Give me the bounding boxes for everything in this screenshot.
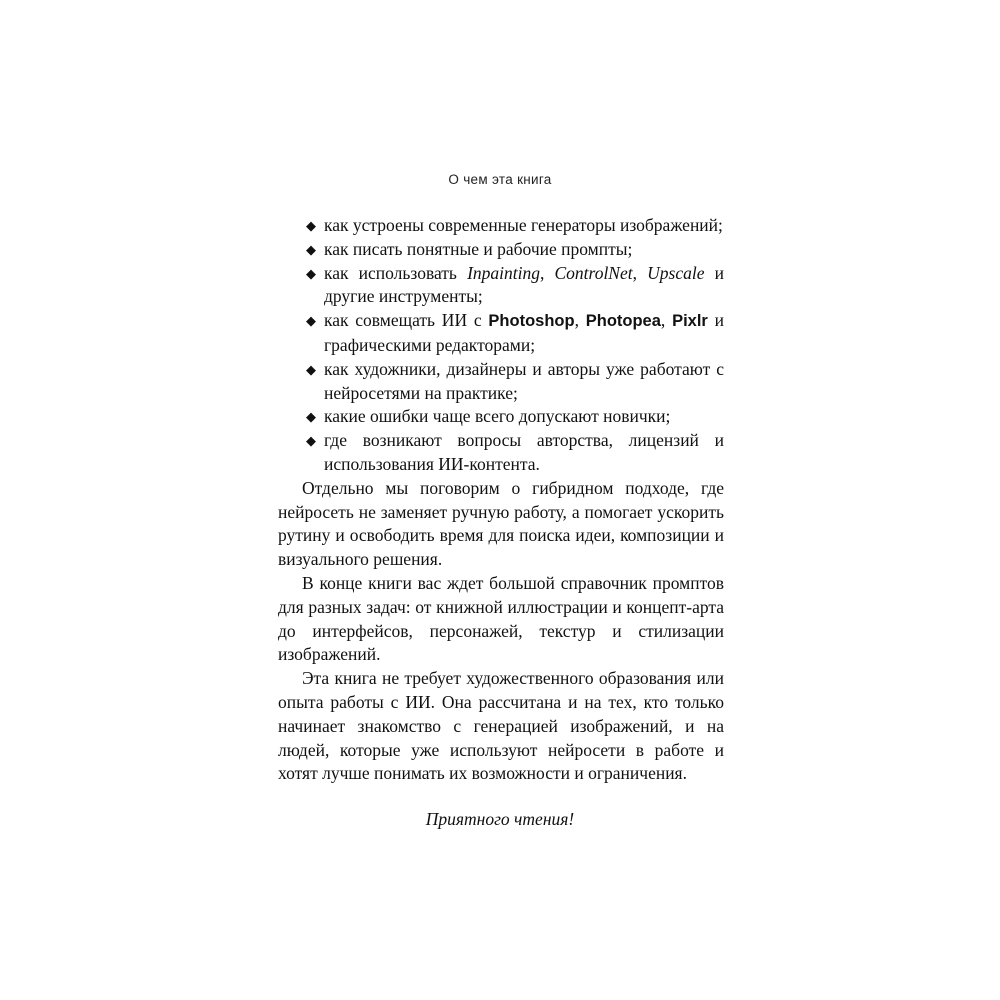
term-photopea: Photopea — [585, 312, 661, 331]
list-item: ◆ как художники, дизайнеры и авторы уже работают с нейросетями на практике; — [306, 358, 724, 403]
list-item: ◆ как устроены современные генераторы изображений; — [278, 214, 724, 238]
term-photoshop: Photoshop — [488, 312, 575, 331]
paragraph-prompt-reference: В конце книги вас ждет большой справочник промптов для разных задач: от книжной иллюстрации и концепт-арта до интерфейсов, персонажей, текстур и стилизации изображений. — [278, 572, 724, 665]
running-header: О чем эта книга — [448, 172, 552, 187]
list-item: ◆ как совмещать ИИ с Photoshop, Photopea, Pixlr и графическими редакторами; — [306, 310, 724, 355]
diamond-bullet-icon: ◆ — [306, 409, 316, 425]
diamond-bullet-icon: ◆ — [306, 361, 316, 377]
term-controlnet: ControlNet — [554, 262, 633, 283]
paragraph-audience: Эта книга не требует художественного образования или опыта работы с ИИ. Она рассчитана и на тех, кто только начинает знакомство с генерацией изображений, и на людей, которые уже используют нейросети в работе и хотят лучше понимать их возможности и ограничения. — [278, 668, 724, 784]
diamond-bullet-icon: ◆ — [306, 218, 316, 233]
list-item: ◆ как писать понятные и рабочие промпты; — [278, 238, 724, 262]
closing-line: Приятного чтения! — [425, 809, 575, 829]
diamond-bullet-icon: ◆ — [306, 265, 316, 281]
list-item: ◆ где возникают вопросы авторства, лицензий и использования ИИ-контента. — [306, 430, 724, 474]
term-upscale: Upscale — [647, 262, 705, 283]
diamond-bullet-icon: ◆ — [306, 313, 316, 329]
term-inpainting: Inpainting — [467, 262, 540, 283]
main-text — [278, 214, 724, 786]
paragraph-hybrid-approach: Отдельно мы поговорим о гибридном подходе, где нейросеть не заменяет ручную работу, а помогает ускорить рутину и освободить время для поиска идеи, композиции и визуального решения. — [278, 477, 724, 570]
list-item: ◆ как использовать Inpainting, ControlNet, Upscale и другие инструменты; — [306, 262, 724, 307]
diamond-bullet-icon: ◆ — [306, 433, 316, 449]
list-item: ◆ какие ошибки чаще всего допускают новички; — [278, 405, 724, 429]
diamond-bullet-icon: ◆ — [306, 241, 316, 257]
term-pixlr: Pixlr — [672, 312, 708, 331]
topics-list — [278, 214, 724, 477]
